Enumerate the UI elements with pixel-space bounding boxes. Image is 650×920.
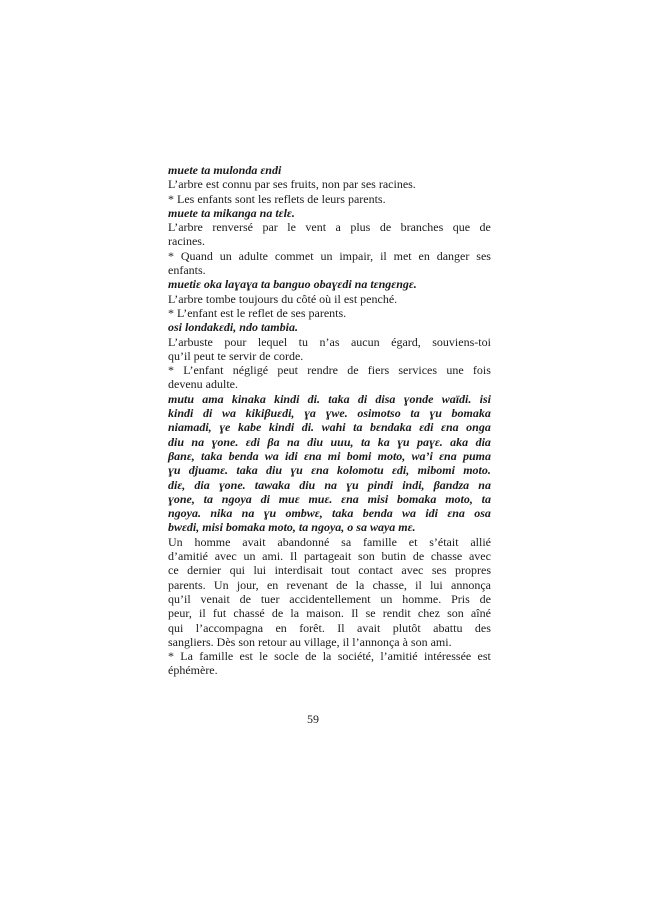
word-fragment: met: [393, 248, 412, 263]
word-fragment: en: [418, 248, 430, 263]
word-fragment: de: [239, 591, 251, 606]
text-column: [168, 163, 491, 678]
word-fragment: moto,: [377, 448, 406, 463]
word-fragment: branches: [400, 220, 444, 235]
word-fragment: butin: [381, 549, 407, 564]
word-fragment: di.: [307, 391, 320, 406]
word-fragment: taka: [332, 506, 354, 521]
word-fragment: égard,: [391, 334, 421, 349]
word-fragment: son: [447, 606, 464, 621]
word-fragment: muɛ.: [308, 491, 333, 506]
word-fragment: mutu: [168, 391, 195, 406]
word-fragment: rendit: [382, 606, 411, 621]
word-fragment: isi: [479, 391, 491, 406]
word-fragment: *: [168, 363, 174, 378]
text-line: muetiɛ oka laɣaɣa ta banguo obaɣɛdi na tɛngɛngɛ.: [168, 277, 417, 292]
word-fragment: wa: [402, 506, 417, 521]
word-fragment: n’as: [319, 334, 340, 349]
word-fragment: a: [335, 220, 341, 235]
text-line: [168, 363, 491, 377]
word-fragment: pindi: [367, 477, 394, 492]
text-line: [168, 392, 491, 406]
text-line: racines.: [168, 234, 205, 249]
word-fragment: chassé: [233, 606, 265, 621]
word-fragment: rendre: [307, 363, 338, 378]
word-fragment: dia: [194, 477, 210, 492]
text-line: muete ta mulonda ɛndi: [168, 163, 282, 177]
word-fragment: ngoya.: [168, 506, 201, 521]
word-fragment: plutôt: [392, 620, 421, 635]
word-fragment: de: [479, 591, 491, 606]
word-fragment: est: [477, 649, 491, 664]
word-fragment: ɛdi,: [392, 463, 410, 478]
word-fragment: un: [219, 248, 232, 263]
word-fragment: revenant: [286, 577, 328, 592]
word-fragment: ses: [476, 248, 491, 263]
word-fragment: pour: [224, 334, 247, 349]
word-fragment: taka: [200, 448, 223, 463]
word-fragment: puma: [462, 448, 491, 463]
word-fragment: diu: [307, 434, 324, 449]
word-fragment: avait: [357, 620, 381, 635]
word-fragment: en: [266, 577, 279, 592]
text-line: [168, 606, 491, 620]
word-fragment: ɣu: [397, 434, 410, 449]
word-fragment: na: [241, 506, 255, 521]
word-fragment: niamadi,: [168, 420, 212, 435]
text-line: sangliers. Dès son retour au village, il l’annonça à son ami.: [168, 634, 452, 649]
word-fragment: diu: [168, 434, 185, 449]
word-fragment: le: [287, 220, 296, 235]
word-fragment: kindi: [168, 406, 194, 421]
word-fragment: tawaka: [254, 477, 291, 492]
word-fragment: ta: [410, 406, 420, 421]
word-fragment: de: [412, 549, 425, 564]
text-line: éphémère.: [168, 663, 218, 678]
word-fragment: est: [239, 649, 253, 664]
word-fragment: ɛna: [441, 420, 459, 435]
word-fragment: idi: [425, 506, 438, 521]
word-fragment: ɣu: [263, 506, 277, 521]
word-fragment: *: [168, 248, 174, 263]
word-fragment: s’était: [429, 534, 459, 549]
word-fragment: nika: [210, 506, 233, 521]
word-fragment: chasse,: [372, 577, 407, 592]
translation-text: [168, 249, 491, 278]
word-fragment: ɣu: [290, 463, 303, 478]
word-fragment: taka: [236, 463, 258, 478]
text-line: [168, 435, 491, 449]
word-fragment: ɣone.: [211, 434, 239, 449]
word-fragment: chez: [417, 606, 440, 621]
word-fragment: abandonné: [277, 534, 330, 549]
translation-text: [168, 306, 491, 320]
word-fragment: Il: [337, 620, 345, 635]
translation-text: [168, 335, 491, 364]
text-line: L’arbre tombe toujours du côté où il est penché.: [168, 291, 398, 306]
word-fragment: ɣe: [219, 420, 231, 435]
word-fragment: abattu: [433, 620, 463, 635]
word-fragment: indi,: [402, 477, 425, 492]
word-fragment: ta: [353, 420, 363, 435]
word-fragment: bomi: [346, 448, 372, 463]
word-fragment: di.: [301, 420, 315, 435]
word-fragment: qu’il: [168, 591, 191, 606]
word-fragment: aka: [450, 434, 469, 449]
word-fragment: djuamɛ.: [188, 463, 229, 478]
translation-text: [168, 649, 491, 678]
text-line: [168, 492, 491, 506]
word-fragment: Il: [289, 549, 298, 564]
text-line: [168, 563, 491, 577]
text-line: [168, 406, 491, 420]
word-fragment: contact: [358, 563, 393, 578]
text-line: * L’enfant est le reflet de ses parents.: [168, 305, 347, 320]
word-fragment: ɛna: [311, 463, 329, 478]
word-fragment: chasse: [430, 549, 463, 564]
text-line: [168, 249, 491, 263]
word-fragment: avec: [468, 549, 491, 564]
word-fragment: en: [275, 620, 287, 635]
word-fragment: avec: [401, 563, 424, 578]
word-fragment: ɛdi: [419, 420, 434, 435]
text-line: * Les enfants sont les reflets de leurs parents.: [168, 191, 386, 206]
word-fragment: société,: [337, 649, 375, 664]
word-fragment: idi: [285, 448, 298, 463]
word-fragment: lui: [430, 577, 443, 592]
word-fragment: diu: [266, 463, 283, 478]
word-fragment: interdisait: [274, 563, 323, 578]
text-line: [168, 463, 491, 477]
word-fragment: disa: [375, 391, 396, 406]
text-line: osi londakɛdi, ndo tambia.: [168, 320, 298, 335]
word-fragment: na: [286, 434, 300, 449]
word-fragment: souviens-toi: [432, 334, 491, 349]
word-fragment: des: [474, 620, 491, 635]
word-fragment: ami.: [262, 549, 284, 564]
word-fragment: propres: [455, 563, 491, 578]
word-fragment: forêt.: [299, 620, 325, 635]
word-fragment: avait: [242, 534, 266, 549]
text-line: devenu adulte.: [168, 377, 238, 392]
word-fragment: ombwɛ,: [285, 506, 323, 521]
text-line: enfants.: [168, 263, 206, 278]
text-line: [168, 478, 491, 492]
word-fragment: Il: [351, 606, 359, 621]
word-fragment: kabe: [237, 420, 262, 435]
word-fragment: que: [452, 220, 471, 235]
word-fragment: peur,: [168, 606, 192, 621]
word-fragment: de: [379, 220, 392, 235]
word-fragment: homme.: [402, 591, 442, 606]
word-fragment: tuer: [260, 591, 280, 606]
word-fragment: ngoya: [221, 491, 252, 506]
word-fragment: famille: [199, 649, 234, 664]
word-fragment: Un: [168, 534, 183, 549]
word-fragment: dernier: [187, 563, 222, 578]
word-fragment: kolomotu: [337, 463, 384, 478]
word-fragment: βandza: [433, 477, 470, 492]
word-fragment: plus: [350, 220, 371, 235]
word-fragment: uuu,: [330, 434, 354, 449]
word-fragment: di: [260, 491, 270, 506]
word-fragment: adulte: [238, 248, 268, 263]
proverb-text: [168, 163, 491, 177]
text-line: [168, 621, 491, 635]
word-fragment: maison.: [306, 606, 344, 621]
word-fragment: fois: [472, 363, 491, 378]
text-line: [168, 549, 491, 563]
word-fragment: Pris: [451, 591, 470, 606]
text-line: [168, 649, 491, 663]
word-fragment: ɣonde: [403, 391, 434, 406]
word-fragment: la: [355, 577, 365, 592]
word-fragment: ses: [431, 563, 447, 578]
word-fragment: benda: [362, 506, 393, 521]
word-fragment: il: [415, 577, 422, 592]
word-fragment: misi: [367, 491, 389, 506]
word-fragment: wa’i: [411, 448, 433, 463]
word-fragment: mibomi: [417, 463, 455, 478]
word-fragment: bomaka: [397, 491, 437, 506]
word-fragment: lui: [253, 563, 267, 578]
word-fragment: l’accompagna: [195, 620, 264, 635]
translation-text: [168, 535, 491, 649]
word-fragment: ɛna: [341, 491, 359, 506]
word-fragment: d’amitié: [168, 549, 208, 564]
word-fragment: diɛ,: [168, 477, 186, 492]
word-fragment: dia: [475, 434, 491, 449]
word-fragment: tout: [331, 563, 350, 578]
word-fragment: aucun: [350, 334, 380, 349]
translation-text: [168, 192, 491, 206]
word-fragment: ɣwe.: [325, 406, 348, 421]
word-fragment: ɣu: [429, 406, 442, 421]
word-fragment: parents.: [168, 577, 206, 592]
proverb-text: [168, 320, 491, 334]
word-fragment: wa: [222, 406, 237, 421]
text-line: bwɛdi, misi bomaka moto, ta ngoya, o sa waya mɛ.: [168, 520, 416, 535]
word-fragment: de: [305, 649, 317, 664]
word-fragment: de: [271, 606, 284, 621]
word-fragment: famille: [362, 534, 397, 549]
word-fragment: fut: [212, 606, 227, 621]
word-fragment: jour,: [236, 577, 259, 592]
word-fragment: qui: [229, 563, 245, 578]
word-fragment: *: [168, 649, 174, 664]
text-line: [168, 449, 491, 463]
proverb-text: [168, 206, 491, 220]
text-line: L’arbre est connu par ses fruits, non par ses racines.: [168, 177, 416, 192]
word-fragment: par: [262, 220, 278, 235]
word-fragment: L’arbuste: [168, 334, 213, 349]
text-line: qu’il peut te servir de corde.: [168, 348, 304, 363]
word-fragment: onga: [466, 420, 491, 435]
word-fragment: venait: [200, 591, 230, 606]
word-fragment: il: [199, 606, 206, 621]
word-fragment: danger: [436, 248, 470, 263]
proverb-text: [168, 277, 491, 291]
word-fragment: ɣone,: [168, 491, 195, 506]
text-line: [168, 220, 491, 234]
word-fragment: kindi: [268, 420, 295, 435]
word-fragment: ɛna: [439, 448, 457, 463]
word-fragment: kikiβuɛdi,: [245, 406, 295, 421]
word-fragment: l’amitié: [380, 649, 418, 664]
text-line: [168, 578, 491, 592]
word-fragment: ka: [377, 434, 390, 449]
word-fragment: mi: [327, 448, 341, 463]
word-fragment: kinaka: [231, 391, 266, 406]
word-fragment: diu: [299, 477, 316, 492]
word-fragment: sa: [341, 534, 352, 549]
word-fragment: fiers: [367, 363, 390, 378]
word-fragment: de: [347, 363, 359, 378]
word-fragment: un: [243, 549, 256, 564]
page-number: 59: [307, 712, 319, 726]
translation-text: [168, 177, 491, 191]
word-fragment: wa: [264, 448, 279, 463]
word-fragment: waïdi.: [441, 391, 472, 406]
word-fragment: de: [336, 577, 348, 592]
word-fragment: commet: [274, 248, 314, 263]
text-line: [168, 335, 491, 349]
word-fragment: de: [479, 220, 491, 235]
word-fragment: na: [478, 477, 491, 492]
word-fragment: se: [365, 606, 376, 621]
word-fragment: annonça: [451, 577, 491, 592]
word-fragment: bomaka: [451, 406, 491, 421]
word-fragment: na: [191, 434, 205, 449]
word-fragment: βa: [267, 434, 280, 449]
word-fragment: ɛna: [303, 448, 322, 463]
word-fragment: ɣu: [346, 477, 359, 492]
word-fragment: L’enfant: [183, 363, 224, 378]
word-fragment: négligé: [232, 363, 269, 378]
text-line: [168, 420, 491, 434]
word-fragment: tu: [298, 334, 309, 349]
word-fragment: homme: [194, 534, 231, 549]
word-fragment: taka: [328, 391, 350, 406]
word-fragment: le: [259, 649, 268, 664]
word-fragment: βanɛ,: [168, 448, 195, 463]
word-fragment: ta: [481, 491, 491, 506]
word-fragment: ɣone.: [218, 477, 246, 492]
word-fragment: et: [408, 534, 418, 549]
word-fragment: moto,: [445, 491, 473, 506]
word-fragment: services: [398, 363, 438, 378]
text-line: [168, 592, 491, 606]
word-fragment: son: [358, 549, 375, 564]
word-fragment: ama: [202, 391, 224, 406]
word-fragment: ta: [203, 491, 213, 506]
word-fragment: moto.: [463, 463, 491, 478]
word-fragment: il: [380, 248, 387, 263]
word-fragment: osimotso: [357, 406, 401, 421]
word-fragment: renversé: [212, 220, 253, 235]
word-fragment: wahi: [321, 420, 346, 435]
word-fragment: intéressée: [423, 649, 472, 664]
word-fragment: accidentellement: [289, 591, 371, 606]
word-fragment: Un: [213, 577, 229, 592]
word-fragment: La: [180, 649, 193, 664]
word-fragment: na: [324, 477, 338, 492]
word-fragment: un: [380, 591, 393, 606]
word-fragment: ce: [168, 563, 179, 578]
word-fragment: socle: [274, 649, 299, 664]
text-line: muete ta mikanga na tɛlɛ.: [168, 205, 295, 220]
translation-text: [168, 292, 491, 306]
word-fragment: muɛ: [278, 491, 300, 506]
word-fragment: L’arbre: [168, 220, 203, 235]
word-fragment: la: [290, 606, 300, 621]
word-fragment: bɛndaka: [370, 420, 412, 435]
word-fragment: Quand: [180, 248, 213, 263]
word-fragment: peut: [277, 363, 299, 378]
word-fragment: une: [446, 363, 464, 378]
word-fragment: avec: [214, 549, 237, 564]
word-fragment: ɣa: [304, 406, 316, 421]
word-fragment: osa: [474, 506, 491, 521]
word-fragment: impair,: [339, 248, 374, 263]
word-fragment: kindi: [274, 391, 300, 406]
word-fragment: di: [203, 406, 213, 421]
word-fragment: qui: [168, 620, 184, 635]
word-fragment: ta: [360, 434, 371, 449]
word-fragment: benda: [228, 448, 259, 463]
text-line: [168, 506, 491, 520]
word-fragment: vent: [305, 220, 327, 235]
word-fragment: lequel: [257, 334, 288, 349]
word-fragment: ɣu: [168, 463, 181, 478]
translation-text: [168, 363, 491, 392]
word-fragment: aîné: [470, 606, 491, 621]
word-fragment: di: [357, 391, 368, 406]
word-fragment: la: [322, 649, 332, 664]
word-fragment: ɛna: [447, 506, 465, 521]
text-line: [168, 535, 491, 549]
word-fragment: paɣɛ.: [417, 434, 443, 449]
word-fragment: un: [320, 248, 333, 263]
proverb-text: [168, 392, 491, 535]
word-fragment: partageait: [303, 549, 352, 564]
word-fragment: allié: [470, 534, 491, 549]
word-fragment: ɛdi: [245, 434, 261, 449]
translation-text: [168, 220, 491, 249]
